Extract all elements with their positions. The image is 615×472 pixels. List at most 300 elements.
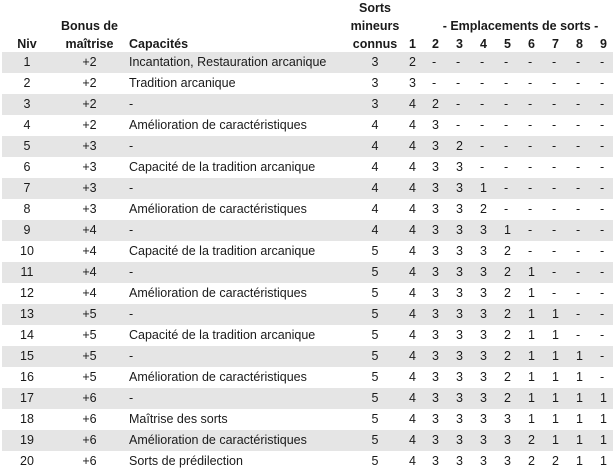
spell-slot-cell: 2 — [480, 202, 487, 216]
features-cell: - — [127, 220, 346, 241]
spell-slot-cell: 3 — [500, 430, 524, 451]
spell-slot-cell: - — [528, 202, 533, 216]
spell-slot-cell: 2 — [500, 304, 524, 325]
spell-slot-cell: 1 — [524, 346, 548, 367]
proficiency-bonus-cell: +3 — [52, 136, 127, 157]
spell-slot-cell: 3 — [452, 346, 476, 367]
features-cell: Amélioration de caractéristiques — [129, 370, 307, 384]
spell-slot-cell: - — [572, 262, 596, 283]
header-level: Niv — [17, 37, 37, 51]
table-row — [2, 409, 613, 430]
spell-slot-cell: 1 — [576, 412, 583, 426]
table-row — [2, 283, 613, 304]
header-bonus-line1: Bonus de — [61, 19, 118, 33]
spell-slot-cell: 3 — [428, 430, 452, 451]
cantrips-known-cell: 5 — [371, 370, 379, 384]
level-cell: 2 — [23, 76, 31, 90]
header-slot-level: 5 — [504, 37, 511, 51]
spell-slot-cell: 4 — [404, 136, 428, 157]
spell-slot-cell: - — [552, 286, 557, 300]
spell-slot-cell: - — [600, 76, 605, 90]
spell-slot-cell: - — [576, 328, 581, 342]
features-cell: Capacité de la tradition arcanique — [129, 328, 316, 342]
features-cell: Sorts de prédilection — [129, 454, 243, 468]
spell-slot-cell: 3 — [456, 244, 463, 258]
spell-slot-cell: 3 — [432, 286, 439, 300]
spell-slot-cell: - — [572, 304, 596, 325]
spell-slot-cell: 2 — [528, 454, 535, 468]
proficiency-bonus-cell: +6 — [52, 430, 127, 451]
proficiency-bonus-cell: +6 — [52, 388, 127, 409]
spell-slot-cell: 1 — [596, 388, 613, 409]
cantrips-known-cell: 4 — [371, 118, 379, 132]
spell-slot-cell: 3 — [432, 202, 439, 216]
header-slot-level: 2 — [432, 37, 439, 51]
spell-slot-cell: - — [552, 160, 557, 174]
spell-slot-cell: - — [600, 118, 605, 132]
spell-slot-cell: 3 — [428, 136, 452, 157]
spell-slot-cell: 4 — [404, 220, 428, 241]
level-cell: 5 — [2, 136, 52, 157]
spell-slot-cell: 4 — [404, 262, 428, 283]
proficiency-bonus-cell: +2 — [52, 52, 127, 73]
spell-slot-cell: 3 — [428, 388, 452, 409]
cantrips-known-cell: 5 — [346, 304, 404, 325]
level-cell: 11 — [2, 262, 52, 283]
spell-slot-cell: 1 — [500, 220, 524, 241]
spell-slot-cell: - — [596, 220, 613, 241]
features-cell: Maîtrise des sorts — [129, 412, 228, 426]
spell-slot-cell: 3 — [428, 262, 452, 283]
spell-slot-cell: - — [476, 52, 500, 73]
spell-slot-cell: 2 — [404, 52, 428, 73]
spell-slot-cell: 3 — [452, 430, 476, 451]
header-slot-level: 7 — [552, 37, 559, 51]
cantrips-known-cell: 5 — [371, 286, 379, 300]
level-cell: 18 — [20, 412, 34, 426]
spell-slot-cell: 3 — [476, 304, 500, 325]
spell-slot-cell: 2 — [504, 286, 511, 300]
features-cell: Amélioration de caractéristiques — [129, 202, 307, 216]
spell-slot-cell: 2 — [500, 388, 524, 409]
spell-slot-cell: 1 — [576, 370, 583, 384]
table-row — [2, 178, 613, 199]
spell-slot-cell: 3 — [456, 202, 463, 216]
level-cell: 10 — [20, 244, 34, 258]
spell-slot-cell: - — [552, 244, 557, 258]
proficiency-bonus-cell: +5 — [52, 304, 127, 325]
spell-slot-cell: - — [480, 76, 485, 90]
cantrips-known-cell: 3 — [346, 52, 404, 73]
cantrips-known-cell: 5 — [346, 346, 404, 367]
spell-slot-cell: 3 — [456, 370, 463, 384]
spell-slot-cell: 3 — [476, 388, 500, 409]
header-slot-level: 6 — [528, 37, 535, 51]
spell-slot-cell: 2 — [500, 262, 524, 283]
spell-slot-cell: - — [576, 202, 581, 216]
spell-slot-cell: - — [548, 94, 572, 115]
spell-slot-cell: 2 — [552, 454, 559, 468]
spell-slot-cell: - — [480, 160, 485, 174]
spell-slot-cell: - — [552, 202, 557, 216]
features-cell: - — [127, 388, 346, 409]
level-cell: 6 — [23, 160, 31, 174]
table-row — [2, 241, 613, 262]
spell-slot-cell: - — [596, 94, 613, 115]
features-cell: Amélioration de caractéristiques — [127, 430, 346, 451]
spell-slot-cell: 3 — [476, 346, 500, 367]
spell-slot-cell: 2 — [428, 94, 452, 115]
header-spell-slots-title: - Emplacements de sorts - — [442, 19, 599, 33]
spell-slot-cell: 3 — [456, 454, 463, 468]
table-row — [2, 430, 613, 451]
spell-slot-cell: 2 — [524, 430, 548, 451]
spell-slot-cell: 1 — [552, 328, 559, 342]
spell-slot-cell: 1 — [572, 346, 596, 367]
cantrips-known-cell: 5 — [346, 388, 404, 409]
spell-slot-cell: - — [548, 178, 572, 199]
spell-slot-cell: 3 — [452, 262, 476, 283]
spell-slot-cell: 4 — [409, 328, 416, 342]
spell-slot-cell: - — [600, 160, 605, 174]
spell-slot-cell: 3 — [432, 412, 439, 426]
spell-slot-cell: 4 — [409, 286, 416, 300]
level-cell: 7 — [2, 178, 52, 199]
spell-slot-cell: - — [596, 178, 613, 199]
cantrips-known-cell: 5 — [371, 328, 379, 342]
cantrips-known-cell: 5 — [371, 244, 379, 258]
spell-slot-cell: - — [548, 262, 572, 283]
spell-slot-cell: 1 — [576, 454, 583, 468]
spell-slot-cell: - — [452, 94, 476, 115]
level-cell: 9 — [2, 220, 52, 241]
header-bonus-line2: maîtrise — [65, 37, 114, 51]
spell-slot-cell: 1 — [528, 286, 535, 300]
spell-slot-cell: 3 — [504, 412, 511, 426]
spell-slot-cell: 4 — [409, 160, 416, 174]
spell-slot-cell: 3 — [432, 118, 439, 132]
spell-slot-cell: - — [528, 118, 533, 132]
cantrips-known-cell: 4 — [346, 136, 404, 157]
spell-slot-cell: 3 — [480, 328, 487, 342]
spell-slot-cell: 3 — [409, 76, 416, 90]
spell-slot-cell: 3 — [504, 454, 511, 468]
spell-slot-cell: 3 — [476, 430, 500, 451]
level-cell: 4 — [23, 118, 31, 132]
spell-slot-cell: 4 — [404, 178, 428, 199]
spell-slot-cell: 1 — [528, 370, 535, 384]
spell-slot-cell: - — [428, 52, 452, 73]
spell-slot-cell: 3 — [476, 262, 500, 283]
level-cell: 13 — [2, 304, 52, 325]
spell-slot-cell: 4 — [409, 412, 416, 426]
header-cantrips-line2: mineurs — [350, 19, 400, 33]
spell-slot-cell: - — [572, 136, 596, 157]
features-cell: Tradition arcanique — [129, 76, 236, 90]
spell-slot-cell: 3 — [452, 304, 476, 325]
spell-slot-cell: 4 — [409, 118, 416, 132]
spell-slot-cell: 1 — [548, 430, 572, 451]
proficiency-bonus-cell: +4 — [52, 220, 127, 241]
spell-slot-cell: - — [500, 52, 524, 73]
table-row — [2, 388, 613, 409]
spell-slot-cell: 1 — [552, 370, 559, 384]
spell-slot-cell: - — [600, 202, 605, 216]
spell-slot-cell: 3 — [432, 160, 439, 174]
spell-slot-cell: 4 — [409, 370, 416, 384]
proficiency-bonus-cell: +6 — [82, 412, 97, 426]
features-cell: Capacité de la tradition arcanique — [129, 244, 316, 258]
level-cell: 17 — [2, 388, 52, 409]
spell-slot-cell: - — [596, 52, 613, 73]
spell-slot-cell: 3 — [452, 178, 476, 199]
spell-slot-cell: - — [552, 76, 557, 90]
features-cell: Amélioration de caractéristiques — [129, 286, 307, 300]
spell-slot-cell: 4 — [404, 346, 428, 367]
spell-slot-cell: 3 — [456, 412, 463, 426]
spell-slot-cell: - — [480, 118, 485, 132]
spell-slot-cell: - — [600, 286, 605, 300]
spell-slot-cell: - — [548, 136, 572, 157]
header-slot-level: 3 — [456, 37, 463, 51]
spell-slot-cell: 3 — [432, 328, 439, 342]
spell-slot-cell: 3 — [480, 370, 487, 384]
spell-slot-cell: - — [500, 136, 524, 157]
spell-slot-cell: 3 — [480, 244, 487, 258]
table-row — [2, 304, 613, 325]
cantrips-known-cell: 4 — [346, 220, 404, 241]
spell-slot-cell: - — [600, 244, 605, 258]
proficiency-bonus-cell: +3 — [82, 202, 97, 216]
spell-slot-cell: 1 — [524, 388, 548, 409]
spell-slot-cell: - — [572, 94, 596, 115]
proficiency-bonus-cell: +4 — [82, 286, 97, 300]
spell-slot-cell: - — [504, 160, 509, 174]
spell-slot-cell: - — [576, 244, 581, 258]
table-body — [2, 52, 613, 472]
cantrips-known-cell: 3 — [371, 76, 379, 90]
spell-slot-cell: - — [572, 52, 596, 73]
spell-slot-cell: 4 — [404, 430, 428, 451]
spell-slot-cell: 1 — [528, 328, 535, 342]
spell-slot-cell: - — [596, 304, 613, 325]
table-row — [2, 451, 613, 472]
features-cell: - — [127, 94, 346, 115]
spell-slot-cell: - — [572, 178, 596, 199]
table-row — [2, 115, 613, 136]
spell-slot-cell: - — [596, 262, 613, 283]
spell-slot-cell: - — [528, 244, 533, 258]
spell-slot-cell: 4 — [409, 454, 416, 468]
spell-slot-cell: 3 — [456, 328, 463, 342]
cantrips-known-cell: 5 — [346, 262, 404, 283]
cantrips-known-cell: 5 — [346, 430, 404, 451]
spell-slot-cell: 2 — [504, 370, 511, 384]
spell-slot-cell: - — [552, 118, 557, 132]
spell-slot-cell: - — [524, 136, 548, 157]
table-row — [2, 157, 613, 178]
level-cell: 1 — [2, 52, 52, 73]
spell-slot-cell: - — [500, 94, 524, 115]
proficiency-bonus-cell: +2 — [82, 76, 97, 90]
cantrips-known-cell: 4 — [346, 178, 404, 199]
spell-slot-cell: - — [576, 286, 581, 300]
spell-slot-cell: - — [600, 370, 605, 384]
proficiency-bonus-cell: +5 — [82, 328, 97, 342]
level-cell: 19 — [2, 430, 52, 451]
spell-slot-cell: - — [524, 220, 548, 241]
spell-slot-cell: - — [452, 52, 476, 73]
table-header — [2, 0, 613, 52]
spell-slot-cell: - — [504, 76, 509, 90]
spell-slot-cell: 3 — [428, 304, 452, 325]
spell-slot-cell: - — [528, 160, 533, 174]
spell-slot-cell: 3 — [428, 220, 452, 241]
spell-slot-cell: 3 — [476, 220, 500, 241]
spell-slot-cell: - — [476, 136, 500, 157]
spell-slot-cell: 1 — [528, 412, 535, 426]
spell-slot-cell: 4 — [404, 304, 428, 325]
spell-slot-cell: - — [476, 94, 500, 115]
spell-slot-cell: 1 — [552, 412, 559, 426]
cantrips-known-cell: 5 — [371, 454, 379, 468]
spell-slot-cell: 1 — [524, 304, 548, 325]
proficiency-bonus-cell: +3 — [82, 160, 97, 174]
features-cell: Capacité de la tradition arcanique — [129, 160, 316, 174]
cantrips-known-cell: 3 — [346, 94, 404, 115]
table-row — [2, 262, 613, 283]
features-cell: - — [127, 262, 346, 283]
cantrips-known-cell: 4 — [371, 202, 379, 216]
spell-slot-cell: 3 — [452, 220, 476, 241]
table-row — [2, 367, 613, 388]
proficiency-bonus-cell: +4 — [52, 262, 127, 283]
level-cell: 3 — [2, 94, 52, 115]
proficiency-bonus-cell: +5 — [82, 370, 97, 384]
spell-slot-cell: - — [524, 52, 548, 73]
level-cell: 14 — [20, 328, 34, 342]
spell-slot-cell: 4 — [404, 388, 428, 409]
spell-slot-cell: 3 — [480, 454, 487, 468]
spell-slot-cell: 3 — [456, 160, 463, 174]
spell-slot-cell: 3 — [452, 388, 476, 409]
spell-slot-cell: 1 — [572, 388, 596, 409]
spell-slot-cell: - — [500, 178, 524, 199]
proficiency-bonus-cell: +4 — [82, 244, 97, 258]
spell-slot-cell: - — [432, 76, 437, 90]
spell-slot-cell: 3 — [428, 346, 452, 367]
proficiency-bonus-cell: +5 — [52, 346, 127, 367]
spell-slot-cell: - — [528, 76, 533, 90]
spell-slot-cell: - — [596, 346, 613, 367]
header-cantrips-line3: connus — [352, 37, 398, 51]
proficiency-bonus-cell: +6 — [82, 454, 97, 468]
spell-slot-cell: 3 — [428, 178, 452, 199]
spell-slot-cell: 1 — [476, 178, 500, 199]
spell-slot-cell: 3 — [480, 286, 487, 300]
level-cell: 12 — [20, 286, 34, 300]
wizard-progression-table — [2, 0, 613, 472]
spell-slot-cell: 1 — [596, 430, 613, 451]
features-cell: Amélioration de caractéristiques — [129, 118, 307, 132]
cantrips-known-cell: 5 — [371, 412, 379, 426]
spell-slot-cell: 3 — [432, 454, 439, 468]
features-cell: - — [127, 136, 346, 157]
spell-slot-cell: 2 — [504, 328, 511, 342]
spell-slot-cell: - — [524, 178, 548, 199]
header-slot-level: 8 — [576, 37, 583, 51]
header-cantrips-line1: Sorts — [359, 1, 391, 15]
spell-slot-cell: 2 — [452, 136, 476, 157]
table-row — [2, 346, 613, 367]
table-row — [2, 325, 613, 346]
spell-slot-cell: 4 — [409, 244, 416, 258]
spell-slot-cell: 1 — [548, 346, 572, 367]
proficiency-bonus-cell: +2 — [82, 118, 97, 132]
header-slot-level: 9 — [600, 37, 607, 51]
spell-slot-cell: - — [596, 136, 613, 157]
spell-slot-cell: - — [600, 328, 605, 342]
table-row — [2, 220, 613, 241]
spell-slot-cell: - — [456, 76, 461, 90]
spell-slot-cell: 1 — [572, 430, 596, 451]
proficiency-bonus-cell: +3 — [52, 178, 127, 199]
features-cell: - — [127, 346, 346, 367]
spell-slot-cell: 2 — [500, 346, 524, 367]
spell-slot-cell: - — [504, 202, 509, 216]
spell-slot-cell: - — [576, 118, 581, 132]
spell-slot-cell: 3 — [432, 370, 439, 384]
spell-slot-cell: 3 — [480, 412, 487, 426]
spell-slot-cell: 4 — [404, 94, 428, 115]
table-row — [2, 136, 613, 157]
features-cell: - — [127, 304, 346, 325]
spell-slot-cell: 3 — [456, 286, 463, 300]
table-row — [2, 52, 613, 73]
spell-slot-cell: - — [576, 160, 581, 174]
spell-slot-cell: - — [548, 52, 572, 73]
proficiency-bonus-cell: +2 — [52, 94, 127, 115]
spell-slot-cell: 2 — [504, 244, 511, 258]
spell-slot-cell: - — [456, 118, 461, 132]
spell-slot-cell: 1 — [600, 412, 607, 426]
spell-slot-cell: - — [548, 220, 572, 241]
header-slot-level: 4 — [480, 37, 487, 51]
level-cell: 16 — [20, 370, 34, 384]
table-row — [2, 94, 613, 115]
spell-slot-cell: - — [576, 76, 581, 90]
spell-slot-cell: 3 — [432, 244, 439, 258]
spell-slot-cell: 4 — [409, 202, 416, 216]
features-cell: Incantation, Restauration arcanique — [127, 52, 346, 73]
spell-slot-cell: 1 — [548, 388, 572, 409]
spell-slot-cell: - — [504, 118, 509, 132]
level-cell: 8 — [23, 202, 31, 216]
spell-slot-cell: 1 — [548, 304, 572, 325]
header-features: Capacités — [129, 37, 189, 51]
spell-slot-cell: - — [572, 220, 596, 241]
level-cell: 20 — [20, 454, 34, 468]
spell-slot-cell: 1 — [524, 262, 548, 283]
spell-slot-cell: 1 — [600, 454, 607, 468]
header-slot-level: 1 — [409, 37, 416, 51]
features-cell: - — [127, 178, 346, 199]
table-row — [2, 73, 613, 94]
level-cell: 15 — [2, 346, 52, 367]
spell-slot-cell: - — [524, 94, 548, 115]
table-row — [2, 199, 613, 220]
cantrips-known-cell: 4 — [371, 160, 379, 174]
